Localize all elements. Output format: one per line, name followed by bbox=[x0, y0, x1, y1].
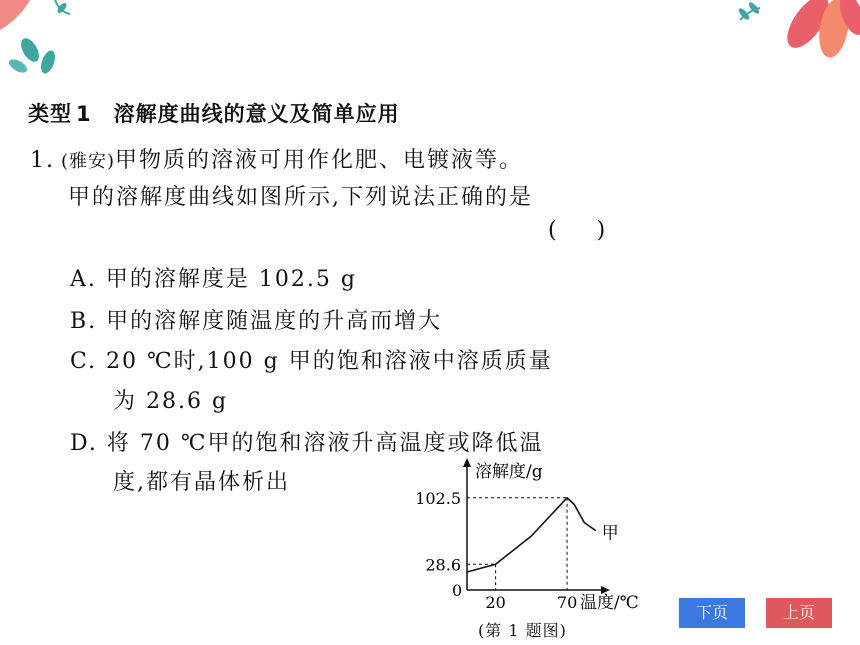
heading-title: 溶解度曲线的意义及简单应用 bbox=[113, 102, 400, 126]
x-tick-label: 20 bbox=[485, 593, 506, 612]
series-label-jia: 甲 bbox=[601, 523, 619, 544]
section-heading bbox=[28, 98, 400, 128]
option-letter: D. bbox=[70, 431, 98, 456]
option-c bbox=[70, 344, 553, 375]
answer-paren-open: ( bbox=[548, 218, 557, 243]
option-text: 20 ℃时,100 g 甲的饱和溶液中溶质质量 bbox=[106, 349, 553, 374]
y-axis-label: 溶解度/g bbox=[475, 462, 543, 482]
question-source: (雅安) bbox=[61, 151, 116, 172]
question-number: 1. bbox=[30, 148, 55, 173]
y-axis-arrow bbox=[463, 458, 471, 467]
answer-paren-close: ) bbox=[596, 218, 606, 243]
option-text: 甲的溶解度随温度的升高而增大 bbox=[106, 309, 443, 334]
solubility-curve-jia bbox=[467, 498, 596, 572]
leaf-decoration-top-right bbox=[730, 0, 860, 80]
y-tick-label: 102.5 bbox=[415, 488, 461, 508]
question-line-2: 甲的溶解度曲线如图所示,下列说法正确的是 bbox=[68, 185, 533, 210]
next-page-button[interactable]: 下页 bbox=[679, 598, 745, 628]
option-letter: B. bbox=[70, 309, 98, 334]
x-tick-label: 70 bbox=[556, 593, 578, 612]
option-letter: A. bbox=[70, 267, 97, 292]
heading-number: 1 bbox=[76, 102, 92, 126]
option-d-continuation: 度,都有晶体析出 bbox=[113, 470, 290, 495]
heading-type: 类型 bbox=[28, 102, 72, 126]
solubility-chart bbox=[400, 455, 670, 620]
prev-page-button[interactable]: 上页 bbox=[766, 598, 832, 628]
question-line-1 bbox=[30, 143, 523, 174]
option-b bbox=[70, 304, 442, 335]
figure-caption: (第 1 题图) bbox=[478, 621, 567, 640]
y-tick-label: 28.6 bbox=[425, 555, 461, 575]
question-text-1: 甲物质的溶液可用作化肥、电镀液等。 bbox=[115, 148, 524, 173]
option-c-continuation: 为 28.6 g bbox=[113, 389, 229, 414]
x-axis-label: 温度/℃ bbox=[580, 593, 639, 613]
option-text: 甲的溶解度是 102.5 g bbox=[105, 267, 357, 292]
option-letter: C. bbox=[70, 349, 98, 374]
origin-label: 0 bbox=[452, 581, 463, 600]
option-a bbox=[70, 262, 357, 293]
option-d bbox=[70, 426, 543, 457]
leaf-decoration-top-left bbox=[0, 0, 90, 80]
answer-blank bbox=[548, 218, 605, 243]
option-text: 将 70 ℃甲的饱和溶液升高温度或降低温 bbox=[106, 431, 544, 456]
